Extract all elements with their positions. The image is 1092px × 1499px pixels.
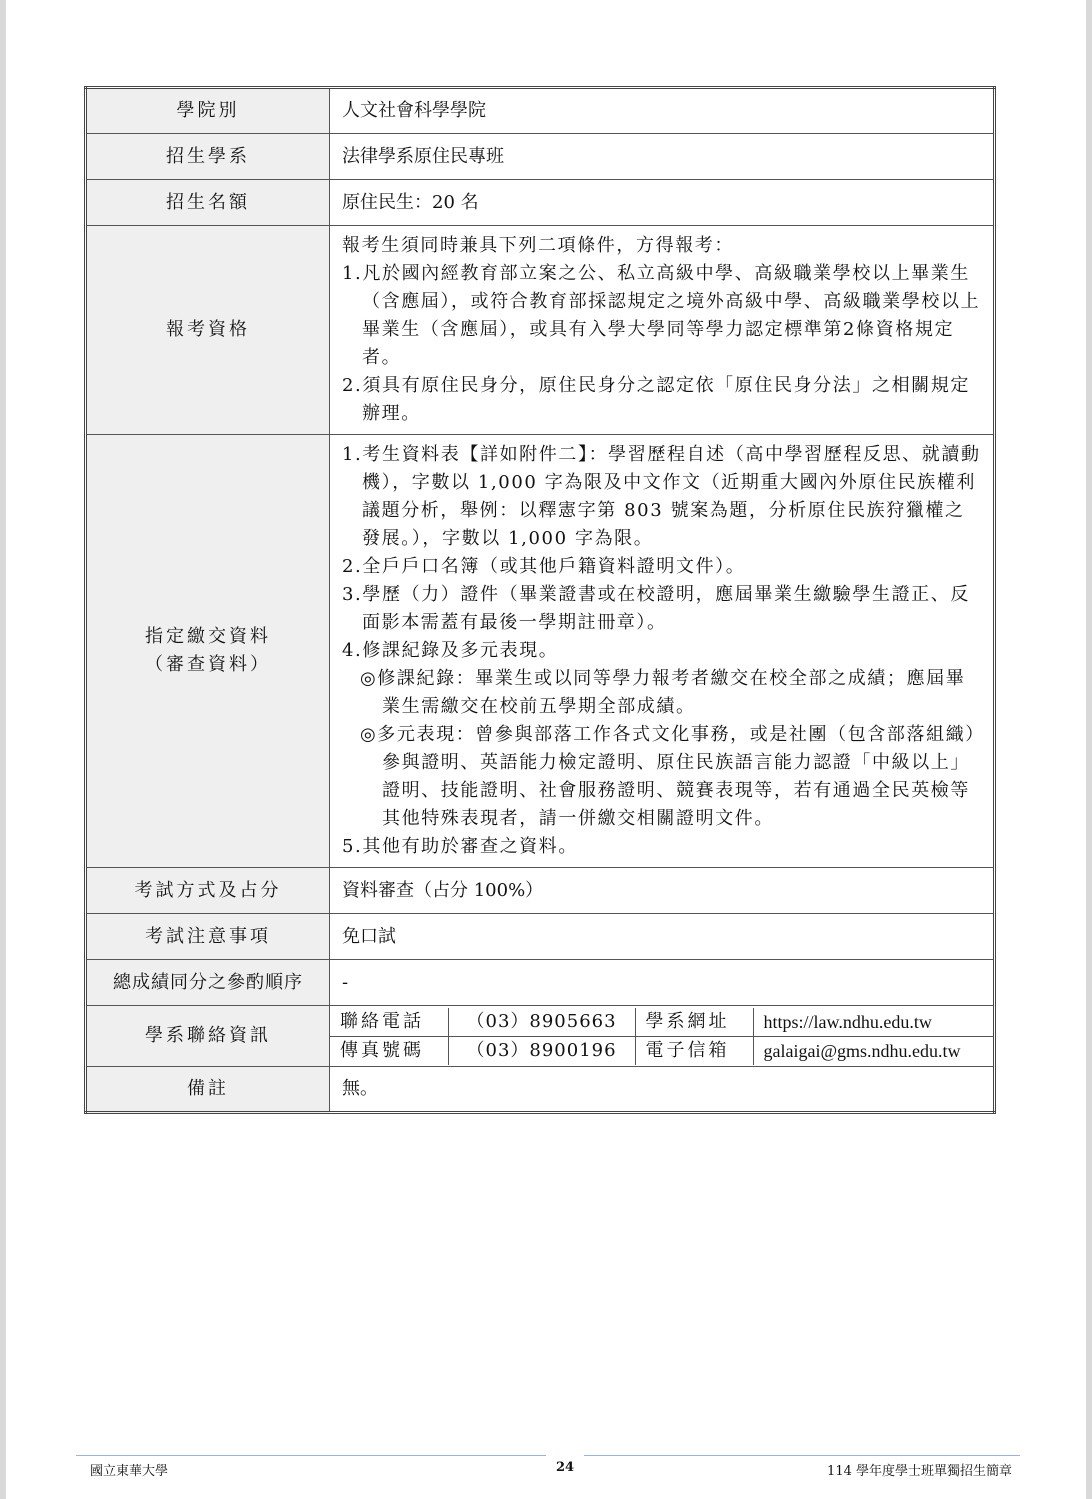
- contact-label: 學系聯絡資訊: [86, 1006, 330, 1067]
- footer-university: 國立東華大學: [90, 1464, 169, 1479]
- documents-sub-item: ◎修課紀錄：畢業生或以同等學力報考者繳交在校全部之成績；應屆畢業生需繳交在校前五學期全部成績。: [360, 668, 966, 717]
- documents-item: 1.考生資料表【詳如附件二】：學習歷程自述（高中學習歷程反思、就讀動機），字數以 1,000 字為限及中文作文（近期重大國內外原住民族權利議題分析，舉例：以釋憲字第 803 號案為題，分析原住民族狩獵權之發展。），字數以 1,000 字為限。: [342, 444, 981, 549]
- documents-item: 4.修課紀錄及多元表現。: [342, 640, 559, 661]
- exam-notes-value: 免口試: [330, 914, 995, 960]
- college-value: 人文社會科學學院: [330, 88, 995, 134]
- fax-value: （03）8900196: [448, 1036, 635, 1065]
- table-row: [86, 914, 995, 960]
- documents-sub-item: ◎多元表現：曾參與部落工作各式文化事務，或是社團（包含部落組織）參與證明、英語能力檢定證明、原住民族語言能力認證「中級以上」證明、技能證明、社會服務證明、競賽表現等，若有通過全民英檢等其他特殊表現者，請一併繳交相關證明文件。: [360, 724, 976, 829]
- website-label: 學系網址: [635, 1008, 753, 1037]
- eligibility-label: 報考資格: [86, 226, 330, 435]
- eligibility-item: 2.須具有原住民身分，原住民身分之認定依「原住民身分法」之相關規定辦理。: [342, 375, 970, 424]
- documents-value: [330, 435, 995, 868]
- contact-row: [330, 1036, 993, 1065]
- documents-label-line1: 指定繳交資料: [145, 626, 271, 647]
- table-row: [86, 180, 995, 226]
- admission-table: [84, 86, 996, 1114]
- table-row: [86, 134, 995, 180]
- table-row: [86, 226, 995, 435]
- exam-method-label: 考試方式及占分: [86, 868, 330, 914]
- documents-item: 2.全戶戶口名簿（或其他戶籍資料證明文件）。: [342, 556, 746, 577]
- table-row: [86, 960, 995, 1006]
- table-row: [86, 88, 995, 134]
- documents-label-line2: （審查資料）: [145, 654, 271, 675]
- college-label: 學院別: [86, 88, 330, 134]
- footer-rule: [584, 1455, 1020, 1456]
- exam-notes-label: 考試注意事項: [86, 914, 330, 960]
- department-value: 法律學系原住民專班: [330, 134, 995, 180]
- table-row: [86, 435, 995, 868]
- remarks-value: 無。: [330, 1067, 995, 1113]
- fax-label: 傳真號碼: [330, 1036, 448, 1065]
- documents-item: 5.其他有助於審查之資料。: [342, 836, 578, 857]
- contact-value: [330, 1006, 995, 1067]
- footer-rule: [76, 1455, 546, 1456]
- quota-label: 招生名額: [86, 180, 330, 226]
- table-row: [86, 1006, 995, 1067]
- email-link[interactable]: galaigai@gms.ndhu.edu.tw: [753, 1036, 993, 1065]
- eligibility-item: 1.凡於國內經教育部立案之公、私立高級中學、高級職業學校以上畢業生（含應屆），或符合教育部採認規定之境外高級中學、高級職業學校以上畢業生（含應屆），或具有入學大學同等學力認定標準第2條資格規定者。: [342, 263, 981, 368]
- remarks-label: 備註: [86, 1067, 330, 1113]
- document-page: [6, 0, 1086, 1499]
- email-label: 電子信箱: [635, 1036, 753, 1065]
- website-link[interactable]: https://law.ndhu.edu.tw: [753, 1008, 993, 1037]
- phone-label: 聯絡電話: [330, 1008, 448, 1037]
- quota-value: 原住民生：20 名: [330, 180, 995, 226]
- phone-value: （03）8905663: [448, 1008, 635, 1037]
- exam-method-value: 資料審查（占分 100%）: [330, 868, 995, 914]
- footer-brochure-title: 114 學年度學士班單獨招生簡章: [827, 1464, 1012, 1479]
- tie-break-label: 總成績同分之參酌順序: [86, 960, 330, 1006]
- contact-table: [330, 1008, 993, 1065]
- table-row: [86, 868, 995, 914]
- tie-break-value: -: [330, 960, 995, 1006]
- eligibility-intro: 報考生須同時兼具下列二項條件，方得報考：: [342, 235, 734, 256]
- department-label: 招生學系: [86, 134, 330, 180]
- documents-item: 3.學歷（力）證件（畢業證書或在校證明，應屆畢業生繳驗學生證正、反面影本需蓋有最後一學期註冊章）。: [342, 584, 970, 633]
- eligibility-value: [330, 226, 995, 435]
- contact-row: [330, 1008, 993, 1037]
- page-number: 24: [556, 1460, 575, 1475]
- table-row: [86, 1067, 995, 1113]
- documents-label: [86, 435, 330, 868]
